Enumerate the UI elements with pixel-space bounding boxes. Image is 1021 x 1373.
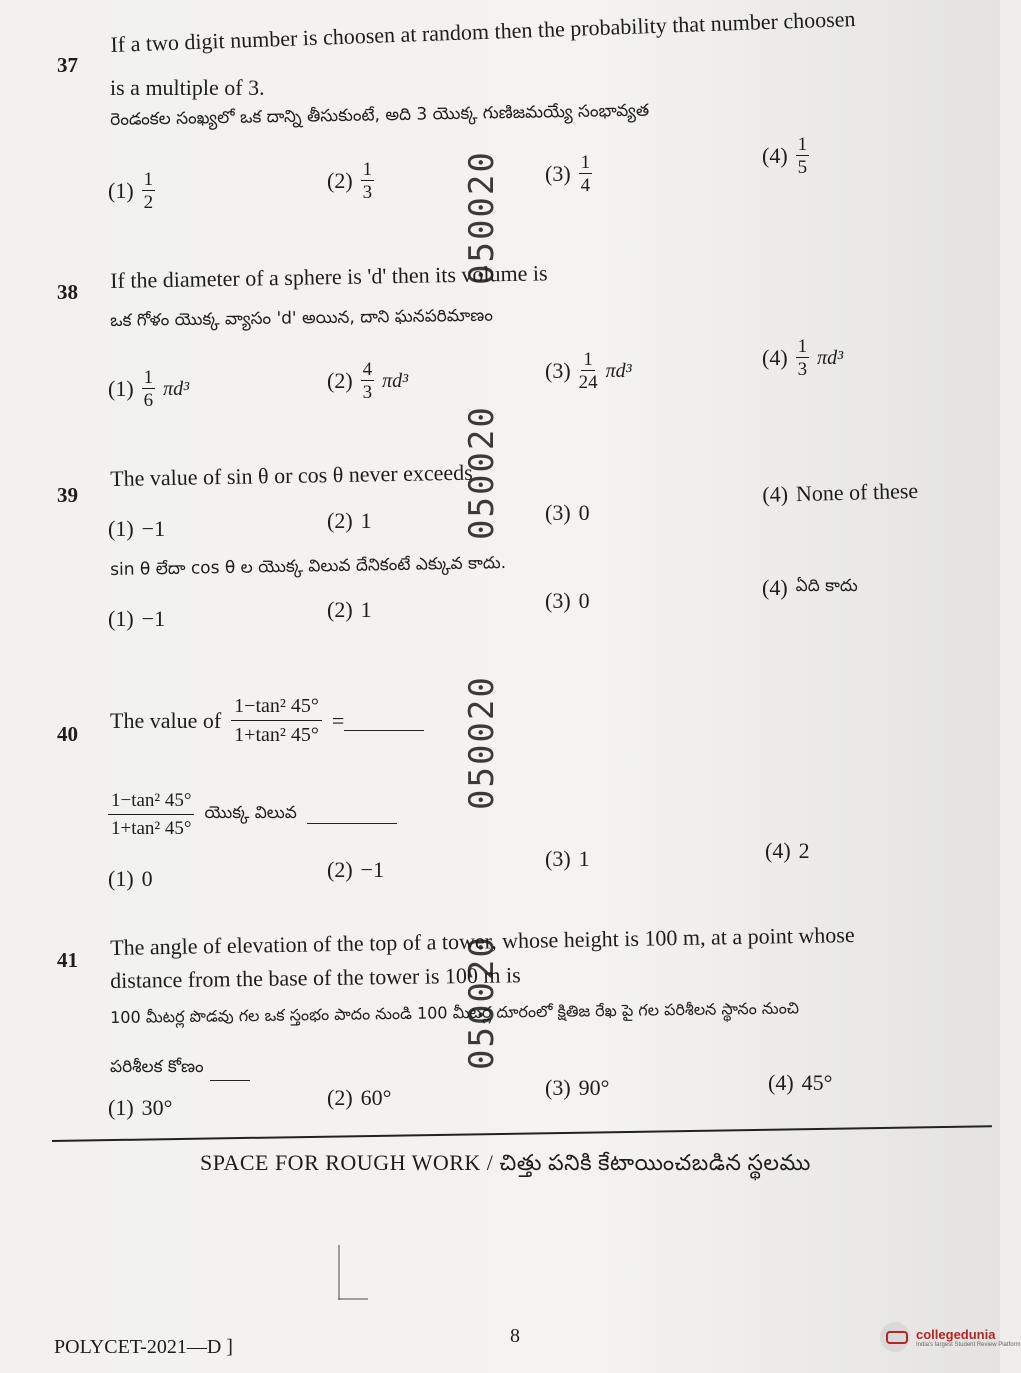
option-value: 45° [801,1070,833,1095]
question-text: The angle of elevation of the top of a tower, whose height is 100 m, at a point whose [110,922,855,960]
option-fraction [796,135,810,177]
question-text-telugu: ఒక గోళం యొక్క వ్యాసం 'd' అయిన, దాని ఘనపరిమాణం [110,305,494,331]
option-value: 90° [578,1075,610,1100]
logo-tagline: India's largest Student Review Platform [916,1341,1021,1348]
pi-d-cubed: πd³ [163,377,190,400]
question-number: 38 [57,280,78,304]
option-3[interactable] [545,500,590,526]
fraction-numerator: 1 [580,152,591,173]
pi-d-cubed: πd³ [817,346,844,369]
fraction-denominator: 1+tan² 45° [234,724,319,746]
option-fraction [361,160,375,202]
option-value: 1 [360,597,372,622]
question-text-telugu [108,790,397,840]
option-2[interactable] [327,160,374,202]
serial-stamp: 050020 [462,150,502,285]
serial-stamp: 050020 [462,675,502,810]
option-1[interactable] [108,368,189,410]
option-1[interactable] [108,170,155,212]
option-label: (1) [108,376,134,401]
collegedunia-logo [880,1322,1021,1352]
option-label: (1) [108,1095,134,1120]
question-text: distance from the base of the tower is 100 m is [110,962,521,993]
option-3-telugu[interactable] [545,588,590,614]
fraction-numerator: 4 [362,359,373,380]
option-value: 0 [141,866,153,891]
fraction-numerator: 1−tan² 45° [108,790,194,815]
pencil-mark [338,1245,340,1300]
pencil-mark [338,1298,368,1300]
fraction-denominator: 3 [362,382,373,403]
option-2[interactable] [327,857,384,883]
question-number: 37 [57,53,78,77]
option-label: (4) [762,575,788,600]
question-text: The value of sin θ or cos θ never exceeds [110,459,473,491]
answer-blank [344,712,424,731]
option-fraction [796,337,810,379]
fraction-denominator: 24 [578,372,598,393]
question-number: 40 [57,722,78,746]
telugu-suffix: యొక్క విలువ [204,802,297,823]
tan-fraction [108,790,194,840]
option-2[interactable] [327,508,372,534]
option-label: (4) [762,143,788,168]
question-text: is a multiple of 3. [110,75,265,100]
fraction-numerator: 1 [143,169,154,190]
option-1[interactable] [108,516,165,542]
option-3[interactable] [545,1075,609,1101]
option-value: −1 [141,516,166,541]
question-text-telugu: sin θ లేదా cos θ ల యొక్క విలువ దేనికంటే ఎక్కువ కాదు. [110,553,507,580]
fraction-denominator: 6 [143,390,154,411]
option-2[interactable] [327,1085,391,1111]
option-label: (1) [108,606,134,631]
option-value: 2 [798,838,810,863]
question-prefix: The value of [110,708,222,733]
page-number: 8 [510,1325,520,1347]
tan-fraction [231,695,322,747]
option-label: (2) [327,168,353,193]
option-fraction [579,350,598,392]
fraction-denominator: 1+tan² 45° [111,817,192,839]
fraction-denominator: 5 [797,157,808,178]
question-text-telugu: రెండంకల సంఖ్యలో ఒక దాన్ని తీసుకుంటే, అది 3 యొక్క గుణిజమయ్యే సంభావ్యత [110,100,650,130]
option-label: (3) [545,358,571,383]
option-value: None of these [795,477,919,507]
option-fraction [142,170,156,212]
option-fraction [142,368,156,410]
logo-name: collegedunia [916,1326,996,1342]
fraction-numerator: 1 [143,367,154,388]
question-text-telugu: 100 మీటర్ల పొడవు గల ఒక స్తంభం పాదం నుండి 100 మీటర్ల దూరంలో క్షితిజ రేఖ పై గల పరిశీలన స్థానం నుంచి [110,998,800,1027]
question-text [110,695,424,747]
fraction-numerator: 1 [797,336,808,357]
option-value: −1 [360,857,385,882]
answer-blank [307,805,397,824]
fraction-numerator: 1 [797,134,808,155]
question-text-telugu [110,1057,250,1081]
question-number: 41 [57,948,78,972]
option-3[interactable] [545,846,590,872]
option-label: (2) [327,368,353,393]
fraction-numerator: 1 [362,159,373,180]
pi-d-cubed: πd³ [605,359,632,382]
option-label: (1) [108,516,134,541]
option-label: (3) [545,161,571,186]
option-4[interactable] [762,135,809,177]
option-4[interactable] [765,838,810,864]
option-value: 0 [578,500,590,525]
fraction-numerator: 1−tan² 45° [231,695,322,721]
option-label: (1) [108,866,134,891]
option-1[interactable] [108,866,153,892]
option-label: (4) [762,481,789,507]
option-value: ఏది కాదు [795,576,858,596]
fraction-denominator: 4 [580,175,591,196]
option-fraction [579,153,593,195]
option-3[interactable] [545,350,632,392]
pi-d-cubed: πd³ [382,369,409,392]
option-4[interactable] [762,478,918,508]
option-label: (3) [545,588,571,613]
option-fraction [361,360,375,402]
serial-stamp: 050020 [462,405,502,540]
option-2[interactable] [327,360,408,402]
option-value: 0 [578,588,590,613]
answer-blank [210,1062,250,1081]
exam-code: POLYCET-2021—D ] [54,1336,233,1358]
option-value: −1 [141,606,166,631]
option-4[interactable] [768,1070,832,1096]
equals-sign: = [331,708,345,733]
question-text: If the diameter of a sphere is 'd' then its volume is [110,260,548,293]
fraction-denominator: 2 [143,192,154,213]
question-number: 39 [57,483,78,507]
option-4[interactable] [762,337,843,379]
option-label: (2) [327,1085,353,1110]
option-label: (2) [327,508,353,533]
option-label: (4) [762,345,788,370]
option-label: (3) [545,500,571,525]
option-value: 1 [360,508,372,533]
option-label: (4) [768,1070,794,1095]
option-label: (2) [327,597,353,622]
telugu-text: పరిశీలక కోణం [110,1057,204,1077]
option-value: 1 [578,846,590,871]
option-2-telugu[interactable] [327,597,372,623]
option-label: (1) [108,178,134,203]
option-value: 60° [360,1085,392,1110]
option-4-telugu[interactable] [762,575,858,601]
question-text: If a two digit number is choosen at random then the probability that number choosen [110,5,856,57]
option-1[interactable] [108,1095,172,1121]
option-label: (4) [765,838,791,863]
section-divider [52,1125,992,1142]
fraction-numerator: 1 [583,349,593,370]
logo-icon [880,1322,910,1352]
fraction-denominator: 3 [362,182,373,203]
rough-work-heading: SPACE FOR ROUGH WORK / చిత్తు పనికి కేటాయించబడిన స్థలము [200,1150,811,1175]
option-1-telugu[interactable] [108,606,165,632]
serial-stamp: 050020 [462,935,502,1070]
option-value: 30° [141,1095,173,1120]
option-label: (3) [545,1075,571,1100]
option-label: (2) [327,857,353,882]
option-label: (3) [545,846,571,871]
fraction-denominator: 3 [797,359,808,380]
option-3[interactable] [545,153,592,195]
